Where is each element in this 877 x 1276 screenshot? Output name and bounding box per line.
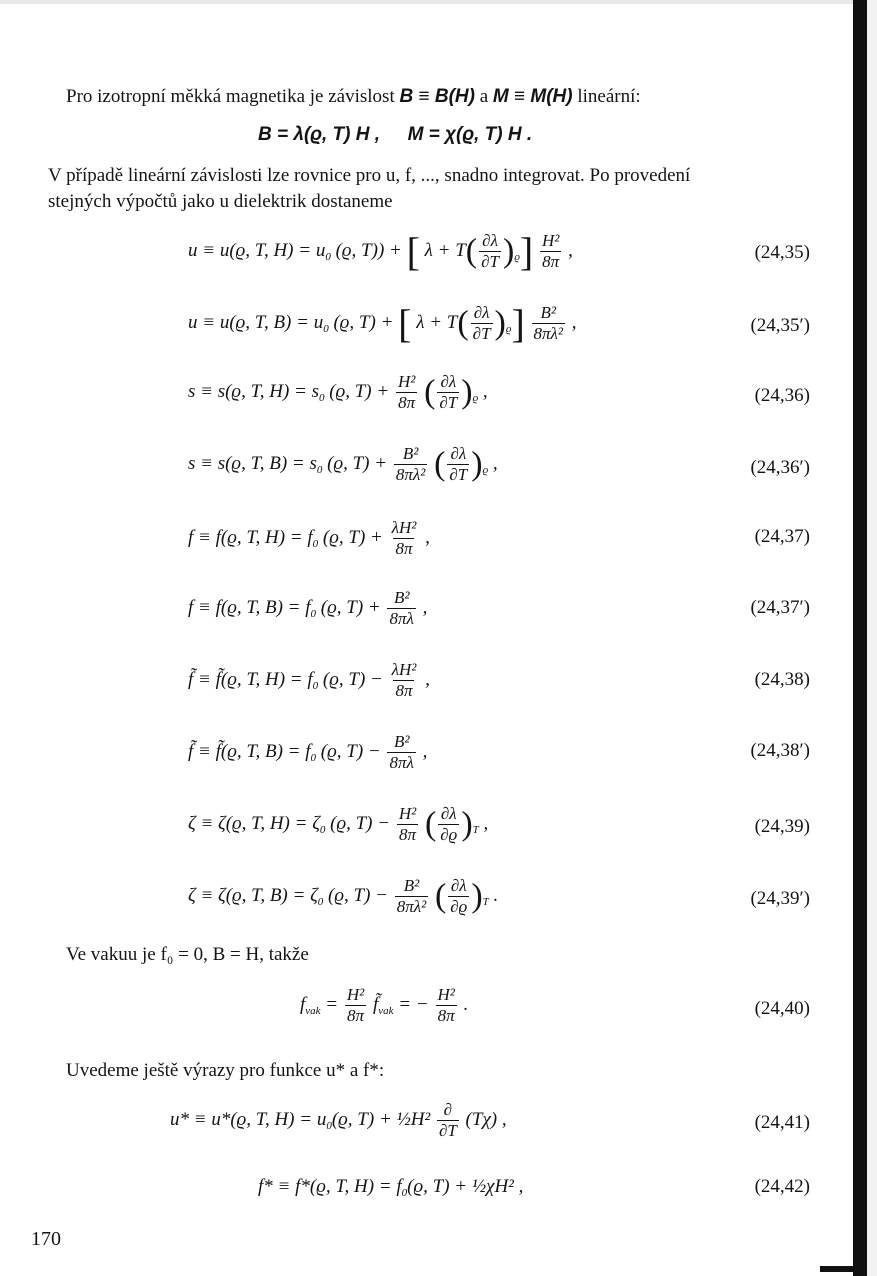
intro-end: lineární:	[577, 86, 641, 107]
equation-24-39-prime: ζ ≡ ζ(ϱ, T, $B) = \zeta_0$ (ϱ, T) − $\frac{\text{B²}}{\text{8πλ²}}$ ( $\frac{\partial\lambda}{\partial ϱ}$ )$_T$ .	[188, 876, 499, 916]
intro-b-relation: B ≡ B(H)	[399, 86, 475, 107]
equation-24-39: ζ ≡ ζ(ϱ, T, $H) = \zeta_0$ (ϱ, T) − $\frac{\text{H²}}{8\pi}$ ( $\frac{\partial\lambda}{\partial ϱ}$ )$_T$ ,	[188, 804, 489, 844]
scan-binding-shadow	[853, 0, 867, 1276]
equation-lhs: f̃ ≡ f̃(ϱ, T, B) = f	[188, 740, 311, 762]
equation-lhs: f ≡ f(ϱ, T, B) = f	[188, 596, 311, 618]
intro-text: Pro izotropní měkká magnetika je závislost	[66, 86, 395, 107]
relations-line	[258, 124, 532, 146]
equation-number: (24,42)	[754, 1176, 810, 1197]
equation-24-37-prime: f ≡ f(ϱ, T, $B) = f_0$ (ϱ, T) + $\frac{\text{B²}}{8\pi\lambda}$ ,	[188, 588, 428, 628]
equation-mid: (ϱ, T) +	[327, 452, 388, 474]
paragraph-line-2: stejných výpočtů jako u dielektrik dostaneme	[48, 191, 393, 212]
equation-24-36-prime: s ≡ s(ϱ, T, $B) = s_0$ (ϱ, T) + $\frac{\text{B²}}{\text{8πλ²}}$ ( $\frac{\partial\lambda}{\partial T}$ )$_ϱ$ ,	[188, 444, 498, 484]
page-number: 170	[31, 1228, 61, 1250]
relation-b: B = λ(ϱ, T) H ,	[258, 124, 381, 145]
intro-conjunction: a	[479, 86, 489, 107]
equation-number: (24,35)	[754, 242, 810, 263]
equation-number: (24,39′)	[750, 888, 810, 909]
equation-lhs: f ≡ f(ϱ, T, H) = f	[188, 526, 313, 548]
equation-mid: (ϱ, T)) +	[335, 239, 402, 261]
equation-number: (24,35′)	[750, 315, 810, 336]
equation-24-41: u* ≡ u*(ϱ, T, $H) = u_0(ϱ$, T) + ½H² $\frac{\partial}{\partial T}$ (Tχ) ,	[170, 1100, 507, 1140]
equation-lhs: f̃ ≡ f̃(ϱ, T, H) = f	[188, 668, 313, 690]
equation-number: (24,37′)	[750, 597, 810, 618]
equation-24-38: f̃ ≡ f̃(ϱ, T, $H) = f_0$ (ϱ, T) − $\frac{\text{λH²}}{8\pi}$ ,	[188, 660, 430, 700]
equation-number: (24,37)	[754, 526, 810, 547]
equation-number: (24,39)	[754, 816, 810, 837]
equation-number: (24,36′)	[750, 457, 810, 478]
equation-lhs: s ≡ s(ϱ, T, B) = s	[188, 452, 317, 474]
equation-number: (24,38′)	[750, 740, 810, 761]
relation-m: M = χ(ϱ, T) H .	[407, 124, 533, 145]
equation-lhs: u ≡ u(ϱ, T, H) = u	[188, 239, 326, 261]
equation-mid: (ϱ, T) −	[320, 740, 381, 762]
equation-mid: (ϱ, T) +	[333, 311, 394, 333]
scan-margin	[867, 0, 877, 1276]
equation-mid: (ϱ, T) +	[322, 526, 383, 548]
equation-lhs: s ≡ s(ϱ, T, H) = s	[188, 380, 319, 402]
equation-number: (24,40)	[754, 998, 810, 1019]
equation-lhs: ζ ≡ ζ(ϱ, T, B) = ζ	[188, 884, 318, 906]
scan-top-edge	[0, 0, 877, 4]
equation-number: (24,41)	[754, 1112, 810, 1133]
equation-24-40: $f_{vak}$ = $\frac{\text{H²}}{8\pi}$ $f̃_{vak}$ = − $\frac{\text{H²}}{8\pi}$ .	[300, 985, 469, 1025]
equation-mid: (ϱ, T) −	[328, 884, 388, 906]
equation-lhs: ζ ≡ ζ(ϱ, T, H) = ζ	[188, 812, 320, 834]
equation-24-38-prime: f̃ ≡ f̃(ϱ, T, $B) = f_0$ (ϱ, T) − $\frac{\text{B²}}{8\pi\lambda}$ ,	[188, 732, 428, 772]
equation-24-35-prime: u ≡ u(ϱ, T, $B) = u_0$ (ϱ, T) + [ λ + T( $\frac{\partial\lambda}{\partial T}$ )$_ϱ$] $\frac{\text{B²}}{\text{8πλ²}}$ ,	[188, 301, 577, 346]
equation-24-42: f* ≡ f*(ϱ, T, $H) = f_0(ϱ$, T) + ½χH² ,	[258, 1176, 524, 1199]
equation-number: (24,36)	[754, 385, 810, 406]
paragraph-line-1: V případě lineární závislosti lze rovnice pro u, f, ..., snadno integrovat. Po provedení	[48, 165, 691, 186]
scan-corner-mark	[820, 1266, 867, 1272]
equation-number: (24,38)	[754, 669, 810, 690]
star-text: Uvedeme ještě výrazy pro funkce u* a f*:	[66, 1060, 385, 1081]
equation-mid: (ϱ, T) +	[329, 380, 390, 402]
intro-line	[66, 86, 641, 108]
equation-mid: (ϱ, T) −	[330, 812, 391, 834]
equation-24-35: u ≡ u(ϱ, T, $H) = u_0$ (ϱ, T)) + [ λ + T( $\frac{\partial\lambda}{\partial T}$ )$_ϱ$] $\frac{\text{H²}}{8\pi}$ ,	[188, 229, 573, 274]
vacuum-text: Ve vakuu je f₀ = 0, B = H, takže	[66, 944, 309, 965]
equation-24-37: f ≡ f(ϱ, T, $H) = f_0$ (ϱ, T) + $\frac{\text{λH²}}{8\pi}$ ,	[188, 518, 430, 558]
equation-24-36: s ≡ s(ϱ, T, $H) = s_0$ (ϱ, T) + $\frac{\text{H²}}{8\pi}$ ( $\frac{\partial\lambda}{\partial T}$ )$_ϱ$ ,	[188, 372, 488, 412]
equation-lhs: u ≡ u(ϱ, T, B) = u	[188, 311, 324, 333]
equation-mid: (ϱ, T) +	[320, 596, 381, 618]
intro-m-relation: M ≡ M(H)	[492, 86, 573, 107]
equation-mid: (ϱ, T) −	[322, 668, 383, 690]
